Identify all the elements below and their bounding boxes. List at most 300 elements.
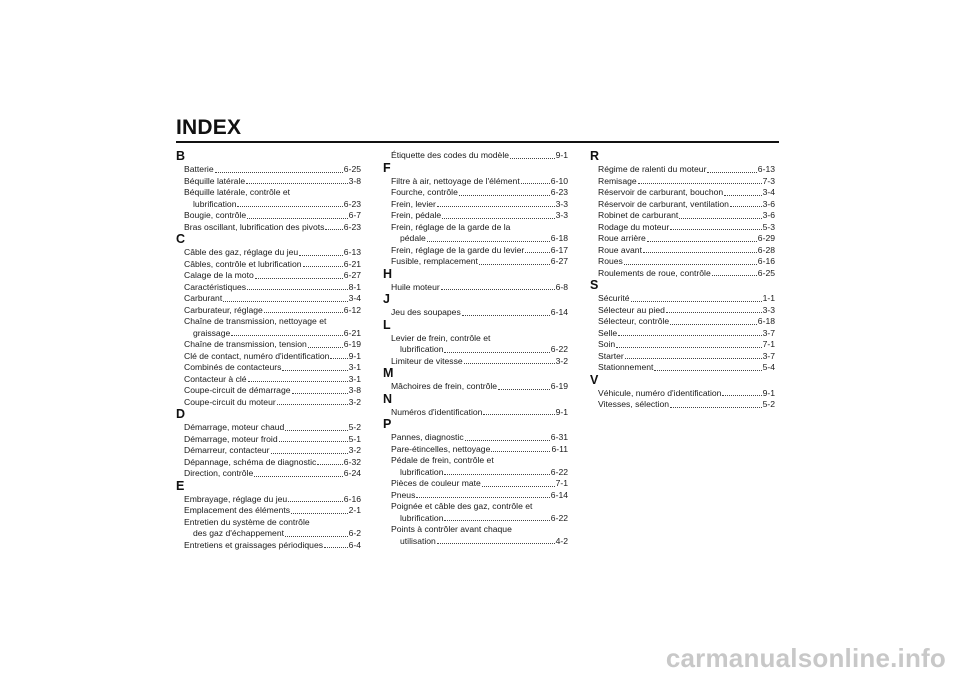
dot-leader xyxy=(462,314,550,316)
index-entry xyxy=(590,199,775,211)
index-entry-text: Jeu des soupapes xyxy=(391,307,461,317)
index-entry-page: 6-18 xyxy=(757,316,775,326)
index-entry xyxy=(383,432,568,444)
index-entry-page: 6-25 xyxy=(757,267,775,278)
dot-leader xyxy=(416,496,549,498)
index-entry-text: Robinet de carburant xyxy=(598,210,679,220)
index-entry-page: 5-3 xyxy=(762,221,775,232)
index-entry-page: 3-3 xyxy=(762,304,775,315)
dot-leader xyxy=(631,300,762,302)
index-entry xyxy=(176,199,361,211)
index-entry-page: 9-1 xyxy=(555,150,568,160)
index-entry-page: 3-2 xyxy=(348,445,361,455)
index-entry-text: Pannes, diagnostic xyxy=(391,432,464,442)
index-entry xyxy=(383,222,568,234)
dot-leader xyxy=(670,406,762,408)
index-entry-text: Huile moteur xyxy=(391,281,440,292)
index-entry-page: 6-13 xyxy=(343,247,361,257)
index-entry-page: 9-1 xyxy=(555,406,568,417)
dot-leader xyxy=(292,392,348,394)
index-entry-page: 5-2 xyxy=(348,422,361,432)
index-entry-text: Caractéristiques xyxy=(184,281,247,292)
index-entry-page: 6-29 xyxy=(757,233,775,243)
index-entry-text: Calage de la moto xyxy=(184,270,254,280)
index-entry-text: Clé de contact, numéro d'identification xyxy=(184,350,330,361)
dot-leader xyxy=(271,452,348,454)
index-entry-text: Démarrage, moteur chaud xyxy=(184,422,285,432)
index-entry-text: Filtre à air, nettoyage de l'élément xyxy=(391,175,520,186)
dot-leader xyxy=(482,485,555,487)
dot-leader xyxy=(444,351,549,353)
index-entry xyxy=(590,222,775,234)
dot-leader xyxy=(498,388,550,390)
dot-leader xyxy=(437,205,555,207)
index-entry xyxy=(176,222,361,234)
dot-leader xyxy=(299,254,343,256)
index-entry-text: pédale xyxy=(400,233,426,243)
index-entry-text: Coupe-circuit de démarrage xyxy=(184,385,291,395)
index-entry-text: Câbles, contrôle et lubrification xyxy=(184,258,302,269)
dot-leader xyxy=(491,450,550,452)
index-entry xyxy=(176,385,361,397)
index-entry-page: 3-7 xyxy=(762,350,775,361)
index-entry xyxy=(383,176,568,188)
index-entry-text: Roue avant xyxy=(598,244,642,255)
dot-leader xyxy=(325,228,342,230)
index-entry xyxy=(590,316,775,328)
dot-leader xyxy=(303,265,343,267)
index-entry-page: 6-19 xyxy=(343,339,361,349)
index-entry xyxy=(383,245,568,257)
index-entry xyxy=(590,245,775,257)
index-entry-page: 3-2 xyxy=(555,355,568,366)
dot-leader xyxy=(521,182,550,184)
index-entry-page: 5-1 xyxy=(348,433,361,444)
dot-leader xyxy=(618,334,761,336)
index-entry-text: Roulements de roue, contrôle xyxy=(598,267,711,278)
dot-leader xyxy=(282,369,347,371)
index-entry-page: 2-1 xyxy=(348,505,361,515)
dot-leader xyxy=(444,519,549,521)
index-entry-text: Frein, réglage de la garde de la xyxy=(391,221,511,232)
index-entry xyxy=(176,351,361,363)
index-entry-text: Bras oscillant, lubrification des pivots xyxy=(184,221,325,232)
dot-leader xyxy=(330,357,347,359)
index-entry xyxy=(176,434,361,446)
index-entry-page: 6-19 xyxy=(550,381,568,391)
index-entry-page: 3-6 xyxy=(762,210,775,220)
index-entry-page: 6-10 xyxy=(550,175,568,186)
index-entry-text: Selle xyxy=(598,327,618,338)
index-column-2 xyxy=(383,150,568,547)
index-entry xyxy=(590,256,775,268)
dot-leader xyxy=(654,369,761,371)
index-entry-text: utilisation xyxy=(400,535,436,546)
index-section-letter: N xyxy=(383,391,393,406)
index-entry xyxy=(176,270,361,282)
index-entry-text: Points à contrôler avant chaque xyxy=(391,524,512,534)
page-title: INDEX xyxy=(176,116,242,139)
index-section-letter: B xyxy=(176,149,186,163)
index-entry-page: 8-1 xyxy=(348,281,361,292)
index-entry-text: Béquille latérale xyxy=(184,175,246,186)
index-entry-page: 6-14 xyxy=(550,307,568,317)
index-entry xyxy=(383,199,568,211)
index-entry-text: Béquille latérale, contrôle et xyxy=(184,187,291,197)
index-entry xyxy=(176,339,361,351)
index-entry-text: Réservoir de carburant, ventilation xyxy=(598,198,729,209)
dot-leader xyxy=(643,251,757,253)
dot-leader xyxy=(264,311,343,313)
index-entry xyxy=(590,268,775,280)
index-entry-page: 6-32 xyxy=(343,456,361,467)
index-entry-text: Pièces de couleur mate xyxy=(391,478,481,488)
index-entry-page: 9-1 xyxy=(348,350,361,361)
dot-leader xyxy=(666,311,762,313)
index-entry xyxy=(176,468,361,480)
dot-leader xyxy=(510,157,555,159)
index-entry-page: 6-24 xyxy=(343,468,361,478)
dot-leader xyxy=(730,205,762,207)
index-entry-page: 6-18 xyxy=(550,233,568,243)
index-entry-page: 6-8 xyxy=(555,281,568,292)
index-entry-text: Carburant xyxy=(184,293,223,303)
title-rule xyxy=(176,141,779,143)
index-entry-text: Véhicule, numéro d'identification xyxy=(598,387,722,398)
dot-leader xyxy=(231,334,343,336)
dot-leader xyxy=(285,535,348,537)
index-entry-page: 6-25 xyxy=(343,164,361,174)
index-column-1 xyxy=(176,150,361,551)
index-entry xyxy=(590,388,775,400)
index-entry-text: Starter xyxy=(598,350,624,361)
dot-leader xyxy=(246,182,347,184)
index-entry xyxy=(590,164,775,176)
index-entry xyxy=(383,381,568,393)
index-entry-page: 6-27 xyxy=(550,256,568,266)
index-section-letter: C xyxy=(176,232,186,246)
index-entry xyxy=(176,316,361,328)
index-entry-text: Mâchoires de frein, contrôle xyxy=(391,381,498,391)
index-entry-text: Roue arrière xyxy=(598,233,646,243)
dot-leader xyxy=(288,500,343,502)
dot-leader xyxy=(638,182,762,184)
index-entry-text: Démarreur, contacteur xyxy=(184,445,270,455)
dot-leader xyxy=(525,251,550,253)
index-entry-page: 6-17 xyxy=(550,244,568,255)
index-entry xyxy=(590,293,775,305)
dot-leader xyxy=(679,217,761,219)
index-entry xyxy=(176,445,361,457)
index-entry-text: Coupe-circuit du moteur xyxy=(184,396,276,407)
index-entry-text: lubrification xyxy=(400,466,444,477)
index-entry-page: 7-1 xyxy=(555,478,568,488)
index-entry xyxy=(590,210,775,222)
index-entry xyxy=(590,339,775,351)
dot-leader xyxy=(279,440,348,442)
dot-leader xyxy=(722,394,761,396)
dot-leader xyxy=(427,240,550,242)
index-entry-page: 6-23 xyxy=(550,187,568,197)
index-entry-text: graissage xyxy=(193,327,231,338)
dot-leader xyxy=(291,512,348,514)
dot-leader xyxy=(442,217,554,219)
watermark: carmanualsonline.info xyxy=(665,643,946,673)
index-entry-text: Limiteur de vitesse xyxy=(391,355,463,366)
index-entry-page: 6-12 xyxy=(343,304,361,315)
index-entry-page: 3-2 xyxy=(348,396,361,407)
index-entry xyxy=(176,505,361,517)
index-entry-text: lubrification xyxy=(400,512,444,523)
dot-leader xyxy=(712,274,757,276)
index-entry xyxy=(590,233,775,245)
index-section-letter: E xyxy=(176,478,185,493)
index-entry-text: Frein, levier xyxy=(391,198,436,209)
index-entry xyxy=(383,356,568,368)
index-section-letter: P xyxy=(383,417,392,431)
index-entry xyxy=(176,259,361,271)
index-entry-text: Rodage du moteur xyxy=(598,221,670,232)
index-entry-page: 3-8 xyxy=(348,175,361,186)
index-entry-page: 6-4 xyxy=(348,539,361,550)
index-entry-text: Direction, contrôle xyxy=(184,468,254,478)
index-entry-text: Régime de ralenti du moteur xyxy=(598,164,707,174)
index-entry-page: 5-2 xyxy=(762,399,775,409)
index-entry-page: 3-7 xyxy=(762,327,775,338)
index-section-letter: L xyxy=(383,317,391,332)
index-entry-page: 6-23 xyxy=(343,198,361,209)
dot-leader xyxy=(483,413,554,415)
index-entry xyxy=(176,374,361,386)
dot-leader xyxy=(724,194,761,196)
index-entry-page: 5-4 xyxy=(762,362,775,372)
index-entry-page: 6-21 xyxy=(343,327,361,338)
dot-leader xyxy=(248,380,348,382)
index-entry-text: Chaîne de transmission, nettoyage et xyxy=(184,316,327,326)
index-entry-page: 6-22 xyxy=(550,512,568,523)
index-entry-page: 6-16 xyxy=(757,256,775,266)
index-entry-text: Bougie, contrôle xyxy=(184,210,247,220)
index-entry xyxy=(383,407,568,419)
index-entry xyxy=(590,362,775,374)
index-entry-text: Réservoir de carburant, bouchon xyxy=(598,187,724,197)
index-entry-page: 3-1 xyxy=(348,373,361,384)
index-entry-page: 6-14 xyxy=(550,489,568,500)
index-entry-text: Fusible, remplacement xyxy=(391,256,478,266)
index-section-letter: V xyxy=(590,372,599,387)
index-entry xyxy=(590,328,775,340)
index-entry xyxy=(383,501,568,513)
index-entry-text: Frein, pédale xyxy=(391,210,442,220)
index-entry xyxy=(176,494,361,506)
dot-leader xyxy=(254,475,343,477)
index-entry xyxy=(383,524,568,536)
index-entry-text: Entretiens et graissages périodiques xyxy=(184,539,324,550)
index-section-letter: R xyxy=(590,149,600,163)
index-entry xyxy=(383,536,568,548)
index-entry-page: 9-1 xyxy=(762,387,775,398)
index-entry xyxy=(176,187,361,199)
index-entry-text: Sécurité xyxy=(598,293,630,303)
index-entry-text: Sélecteur, contrôle xyxy=(598,316,670,326)
index-entry-text: lubrification xyxy=(400,344,444,354)
index-entry xyxy=(176,457,361,469)
dot-leader xyxy=(255,277,343,279)
index-entry-page: 6-22 xyxy=(550,466,568,477)
index-entry-text: Combinés de contacteurs xyxy=(184,362,282,372)
index-entry xyxy=(383,513,568,525)
index-section-letter: D xyxy=(176,407,186,421)
index-entry xyxy=(176,176,361,188)
index-entry xyxy=(383,344,568,356)
index-entry-text: Démarrage, moteur froid xyxy=(184,433,278,444)
index-section-letter: M xyxy=(383,366,394,380)
index-entry-page: 3-3 xyxy=(555,210,568,220)
index-entry xyxy=(383,455,568,467)
dot-leader xyxy=(308,346,343,348)
index-section-letter: S xyxy=(590,278,599,292)
index-entry-page: 3-6 xyxy=(762,198,775,209)
index-entry xyxy=(590,305,775,317)
index-entry-text: Pédale de frein, contrôle et xyxy=(391,455,494,465)
index-entry xyxy=(176,397,361,409)
index-entry xyxy=(383,478,568,490)
index-entry-page: 7-3 xyxy=(762,175,775,186)
index-entry-text: Stationnement xyxy=(598,362,654,372)
index-entry-text: Câble des gaz, réglage du jeu xyxy=(184,247,299,257)
index-entry-text: Pneus xyxy=(391,489,416,500)
index-entry-page: 6-21 xyxy=(343,258,361,269)
index-entry-page: 6-11 xyxy=(551,443,568,454)
dot-leader xyxy=(223,300,347,302)
dot-leader xyxy=(277,403,348,405)
index-entry xyxy=(590,176,775,188)
index-section-letter: H xyxy=(383,266,393,281)
index-entry-text: Soin xyxy=(598,339,616,349)
index-entry xyxy=(176,362,361,374)
index-entry xyxy=(590,399,775,411)
index-entry xyxy=(176,164,361,176)
index-entry xyxy=(383,233,568,245)
index-entry-text: Vitesses, sélection xyxy=(598,399,670,409)
dot-leader xyxy=(437,542,555,544)
dot-leader xyxy=(647,240,757,242)
index-entry xyxy=(176,517,361,529)
index-entry xyxy=(383,210,568,222)
index-entry-text: lubrification xyxy=(193,198,237,209)
index-entry-text: Sélecteur au pied xyxy=(598,304,665,315)
index-entry xyxy=(383,256,568,268)
dot-leader xyxy=(324,546,348,548)
index-entry-text: Remisage xyxy=(598,175,637,186)
index-entry xyxy=(590,351,775,363)
index-entry xyxy=(383,333,568,345)
dot-leader xyxy=(670,228,761,230)
index-entry-page: 6-28 xyxy=(757,244,775,255)
index-entry-page: 6-7 xyxy=(348,210,361,220)
dot-leader xyxy=(444,473,549,475)
index-entry-page: 6-27 xyxy=(343,270,361,280)
index-entry-page: 3-8 xyxy=(348,385,361,395)
index-entry-page: 6-23 xyxy=(343,221,361,232)
index-entry-page: 6-31 xyxy=(550,432,568,442)
dot-leader xyxy=(707,171,756,173)
index-entry-page: 6-2 xyxy=(348,528,361,538)
index-entry-text: Fourche, contrôle xyxy=(391,187,458,197)
index-entry-page: 3-1 xyxy=(348,362,361,372)
dot-leader xyxy=(459,194,550,196)
index-entry-text: Entretien du système de contrôle xyxy=(184,516,310,527)
index-entry-page: 6-13 xyxy=(757,164,775,174)
index-column-3 xyxy=(590,150,775,411)
index-entry-page: 7-1 xyxy=(762,339,775,349)
index-entry-text: Chaîne de transmission, tension xyxy=(184,339,307,349)
dot-leader xyxy=(616,346,761,348)
index-entry-text: Carburateur, réglage xyxy=(184,304,263,315)
index-entry-text: des gaz d'échappement xyxy=(193,528,284,538)
index-entry xyxy=(176,528,361,540)
index-entry xyxy=(383,444,568,456)
index-entry xyxy=(383,187,568,199)
index-entry-page: 3-4 xyxy=(348,293,361,303)
index-section-letter: F xyxy=(383,160,391,175)
index-entry-page: 3-3 xyxy=(555,198,568,209)
dot-leader xyxy=(625,357,762,359)
index-entry xyxy=(176,422,361,434)
dot-leader xyxy=(624,263,757,265)
index-entry xyxy=(383,490,568,502)
index-entry xyxy=(176,293,361,305)
index-entry-text: Levier de frein, contrôle et xyxy=(391,332,491,343)
index-entry-page: 6-16 xyxy=(343,493,361,504)
index-entry-page: 1-1 xyxy=(762,293,775,303)
dot-leader xyxy=(464,362,555,364)
index-entry xyxy=(383,307,568,319)
index-entry-text: Poignée et câble des gaz, contrôle et xyxy=(391,501,533,511)
index-entry-text: Roues xyxy=(598,256,623,266)
index-entry xyxy=(176,328,361,340)
index-entry xyxy=(176,540,361,552)
index-entry-text: Dépannage, schéma de diagnostic xyxy=(184,456,317,467)
dot-leader xyxy=(237,205,342,207)
dot-leader xyxy=(247,288,347,290)
dot-leader xyxy=(285,429,347,431)
dot-leader xyxy=(479,263,550,265)
index-entry-text: Numéros d'identification xyxy=(391,406,483,417)
index-section-letter: J xyxy=(383,292,390,306)
index-entry xyxy=(383,150,568,162)
index-entry-text: Contacteur à clé xyxy=(184,373,247,384)
index-entry-page: 6-22 xyxy=(550,344,568,354)
index-entry-text: Batterie xyxy=(184,164,214,174)
dot-leader xyxy=(247,217,347,219)
index-entry-text: Embrayage, réglage du jeu xyxy=(184,493,288,504)
dot-leader xyxy=(670,323,757,325)
index-entry xyxy=(383,467,568,479)
index-entry xyxy=(176,210,361,222)
index-entry-text: Frein, réglage de la garde du levier xyxy=(391,244,525,255)
index-entry-text: Emplacement des éléments xyxy=(184,505,291,515)
index-entry xyxy=(590,187,775,199)
index-entry xyxy=(383,282,568,294)
dot-leader xyxy=(441,288,555,290)
index-entry-text: Étiquette des codes du modèle xyxy=(391,150,510,160)
dot-leader xyxy=(317,463,342,465)
dot-leader xyxy=(465,439,550,441)
index-entry-page: 3-4 xyxy=(762,187,775,197)
dot-leader xyxy=(215,171,343,173)
index-entry xyxy=(176,305,361,317)
